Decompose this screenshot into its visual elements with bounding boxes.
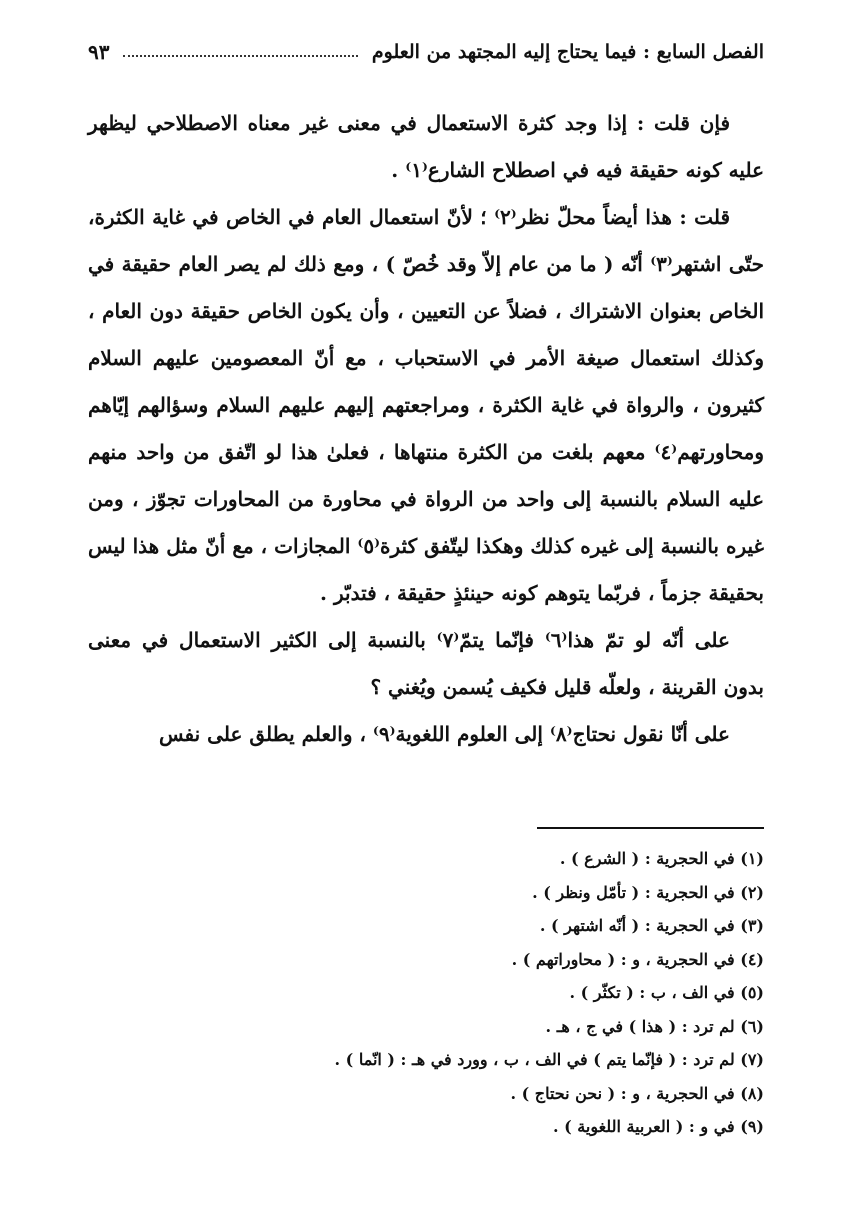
paragraph: على أنّا نقول نحتاج⁽٨⁾ إلى العلوم اللغوية⁽٩⁾ ، والعلم يطلق على نفس (159, 722, 730, 746)
footnote: (٥) في الف ، ب : ( تكثّر ) . (569, 983, 764, 1002)
footnote: (٢) في الحجرية : ( تأمّل ونظر ) . (532, 882, 764, 902)
footnote: (٦) لم ترد : ( هذا ) في ج ، هـ . (545, 1016, 764, 1036)
footnote: (٧) لم ترد : ( فإنّما يتم ) في الف ، ب ، وورد في هـ : ( انّما ) . (334, 1050, 764, 1069)
footnote: (٣) في الحجرية : ( أنّه اشتهر ) . (539, 916, 764, 935)
footnote: (٩) في و : ( العربية اللغوية ) . (553, 1117, 764, 1136)
footnotes (88, 842, 764, 1144)
footnote: (٨) في الحجرية ، و : ( نحن نحتاج ) . (510, 1083, 764, 1103)
footnote: (٤) في الحجرية ، و : ( محاوراتهم ) . (511, 949, 764, 969)
running-title: الفصل السابع : فيما يحتاج إليه المجتهد من العلوم (371, 41, 764, 63)
paragraph: قلت : هذا أيضاً محلّ نظر⁽٢⁾ ؛ لأنّ استعمال العام في الخاص في غاية الكثرة، حتّى اشتهر⁽٣⁾ أنّه ( ما من عام إلاّ وقد خُصّ ) ، ومع ذلك لم يصر العام حقيقة في الخاص بعنوان الاشتراك ، فضلاً عن التعيين ، وأن يكون الخاص حقيقة دون العام ، وكذلك استعمال صيغة الأمر في الاستحباب ، مع أنّ المعصومين عليهم السلام كثيرون ، والرواة في غاية الكثرة ، ومراجعتهم إليهم عليهم السلام وسؤالهم إيّاهم ومحاورتهم⁽٤⁾ معهم بلغت من الكثرة منتهاها ، فعلىٰ هذا لو اتّفق من واحد منهم عليه السلام بالنسبة إلى واحد من الرواة في محاورة من المحاورات تجوّز ، ومن غيره بالنسبة إلى غيره كذلك وهكذا ليتّفق كثرة⁽٥⁾ المجازات ، مع أنّ مثل هذا ليس بحقيقة جزماً ، فربّما يتوهم كونه حينئذٍ حقيقة ، فتدبّر . (88, 205, 765, 605)
main-text (88, 100, 764, 758)
dotted-leader (123, 55, 357, 57)
page-number: ٩٣ (88, 40, 110, 64)
paragraph: فإن قلت : إذا وجد كثرة الاستعمال في معنى غير معناه الاصطلاحي ليظهر عليه كونه حقيقة فيه في اصطلاح الشارع⁽١⁾ . (88, 111, 764, 182)
page-header (88, 34, 764, 70)
paragraph: على أنّه لو تمّ هذا⁽٦⁾ فإنّما يتمّ⁽٧⁾ بالنسبة إلى الكثير الاستعمال في معنى بدون القرينة ، ولعلّه قليل فكيف يُسمن ويُغني ؟ (88, 628, 764, 699)
footnote-separator (537, 827, 764, 829)
footnote: (١) في الحجرية : ( الشرع ) . (559, 849, 764, 868)
